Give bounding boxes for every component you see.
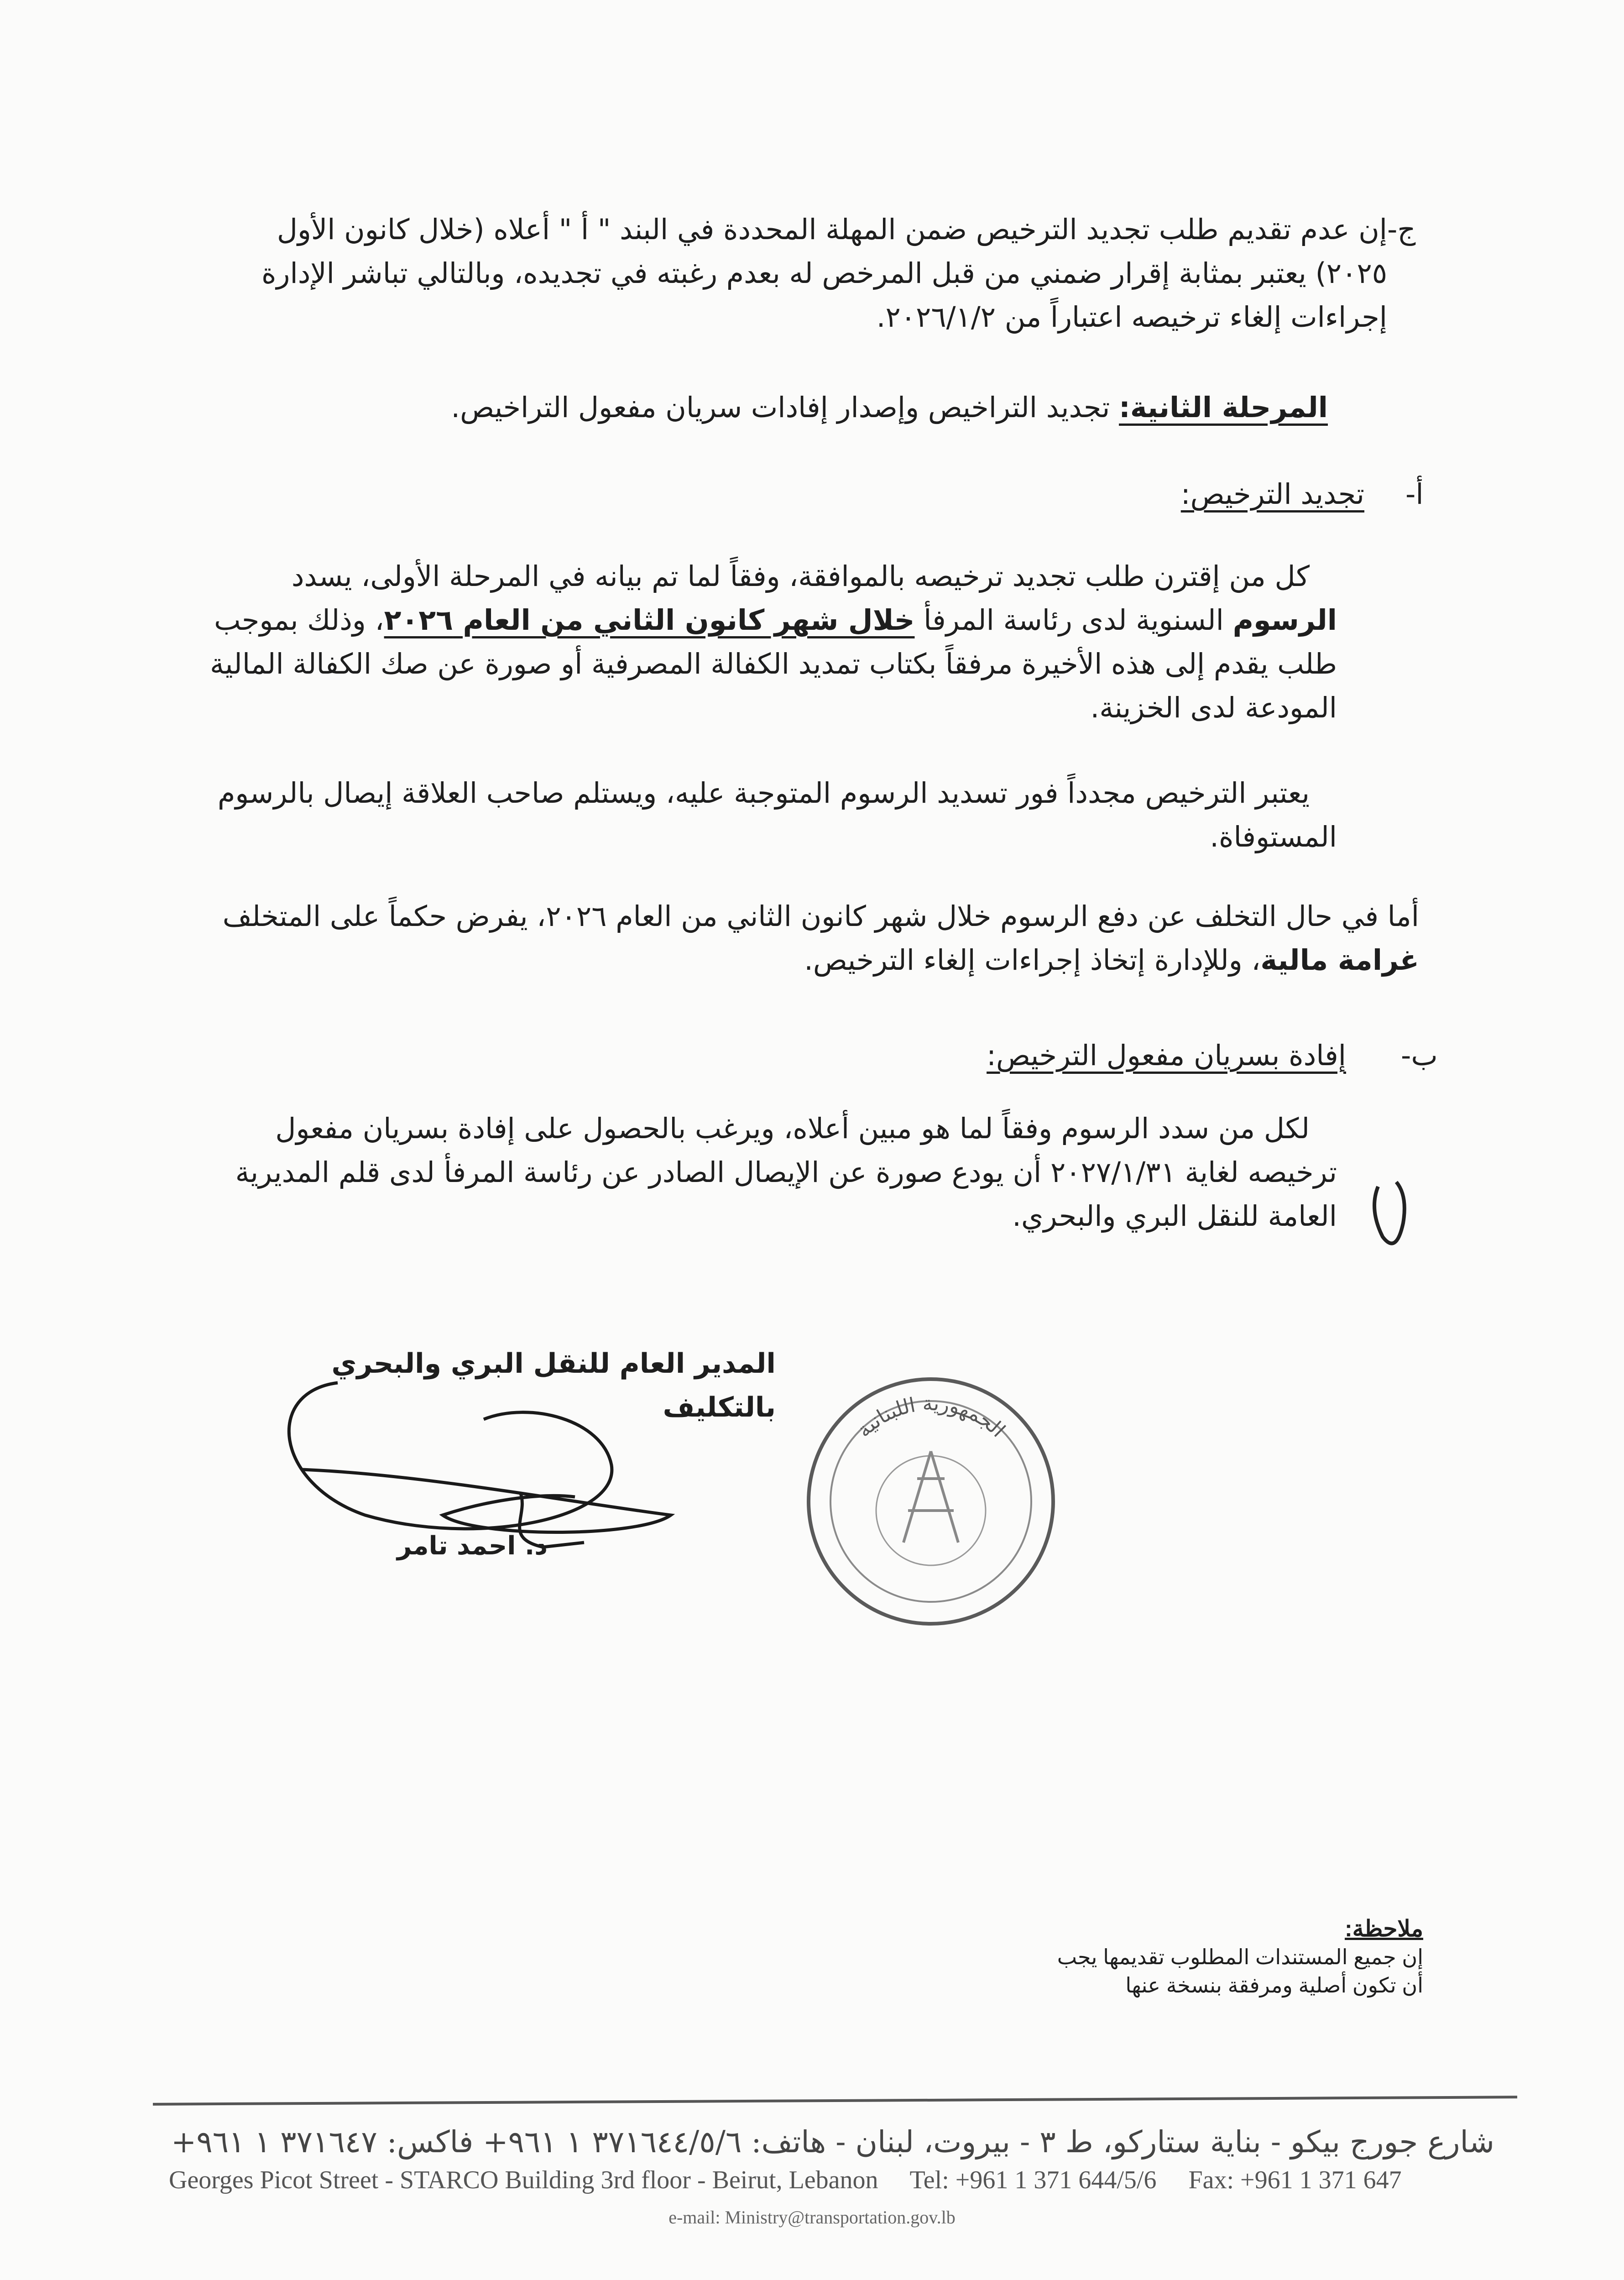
- footer-address: Georges Picot Street - STARCO Building 3rd floor - Beirut, Lebanon: [169, 2166, 878, 2194]
- phase-two-label: المرحلة الثانية:: [1119, 391, 1328, 424]
- p3-end: ، وللإدارة إتخاذ إجراءات إلغاء الترخيص.: [804, 943, 1261, 977]
- official-stamp: [803, 1374, 1059, 1629]
- p1-start: كل من إقترن طلب تجديد ترخيصه بالموافقة، وفقاً لما تم بيانه في المرحلة الأولى، يسدد: [291, 560, 1310, 593]
- footer-tel: Tel: +961 1 371 644/5/6: [909, 2166, 1157, 2194]
- p1-fees: الرسوم: [1232, 603, 1337, 637]
- section-a-paragraph-1: [201, 554, 1337, 730]
- signatory-name: د. احمد تامر: [397, 1531, 548, 1561]
- section-a-paragraph-2: يعتبر الترخيص مجدداً فور تسديد الرسوم المتوجبة عليه، ويستلم صاحب العلاقة إيصال بالرسوم المستوفاة.: [217, 776, 1337, 853]
- stamp-text: الجمهورية اللبنانية: [852, 1391, 1010, 1442]
- footer-english-address: [169, 2165, 1533, 2195]
- section-b-title-text: إفادة بسريان مفعول الترخيص:: [987, 1039, 1346, 1072]
- phase-two-heading: [411, 386, 1328, 429]
- p1-deadline: خلال شهر كانون الثاني من العام ٢٠٢٦: [384, 603, 915, 637]
- footer-email: e-mail: Ministry@transportation.gov.lb: [668, 2207, 956, 2228]
- svg-text:الجمهورية اللبنانية: [852, 1392, 1010, 1442]
- p1-mid: السنوية لدى رئاسة المرفأ: [914, 603, 1233, 637]
- section-a-title-text: تجديد الترخيص:: [1180, 477, 1364, 511]
- footer-divider: [153, 2096, 1517, 2106]
- note-line-2: أن تكون أصلية ومرفقة بنسخة عنها: [1125, 1973, 1423, 1997]
- footer-fax: Fax: +961 1 371 647: [1188, 2166, 1402, 2194]
- note-line-1: إن جميع المستندات المطلوب تقديمها يجب: [1057, 1945, 1423, 1969]
- p3-start: أما في حال التخلف عن دفع الرسوم خلال شهر كانون الثاني من العام ٢٠٢٦، يفرض حكماً على المتخلف: [222, 899, 1419, 933]
- p1-end: ، وذلك بموجب طلب يقدم إلى هذه الأخيرة مرفقاً بكتاب تمديد الكفالة المصرفية أو صورة عن صك الكفالة المالية المودعة لدى الخزينة.: [209, 603, 1337, 724]
- footer-arabic-address: شارع جورج بيكو - بناية ستاركو، ط ٣ - بيروت، لبنان - هاتف: ٣٧١٦٤٤/٥/٦ ١ ٩٦١+ فاكس: ٣٧١٦٤٧ ١ ٩٦١+: [171, 2124, 1494, 2160]
- section-b-title: [684, 1034, 1346, 1077]
- phase-two-text: تجديد التراخيص وإصدار إفادات سريان مفعول التراخيص.: [451, 391, 1119, 424]
- section-a-marker: أ-: [1405, 477, 1424, 511]
- section-c-marker: ج-: [1387, 213, 1416, 246]
- signature-title: المدير العام للنقل البري والبحري بالتكليف: [331, 1348, 776, 1423]
- note-title: ملاحظة:: [1345, 1916, 1423, 1941]
- section-b-paragraph: لكل من سدد الرسوم وفقاً لما هو مبين أعلاه، ويرغب بالحصول على إفادة بسريان مفعول ترخيصه لغاية ٢٠٢٧/١/٣١ أن يودع صورة عن الإيصال الصادر عن رئاسة المرفأ لدى قلم المديرية العامة للنقل البري والبحري.: [235, 1112, 1337, 1233]
- section-b-marker: ب-: [1401, 1039, 1438, 1072]
- section-a-paragraph-3: [201, 894, 1419, 982]
- section-a-title: [684, 472, 1364, 516]
- margin-initial-mark: [1364, 1168, 1419, 1260]
- p3-fine: غرامة مالية: [1260, 943, 1419, 977]
- section-c-paragraph: إن عدم تقديم طلب تجديد الترخيص ضمن المهلة المحددة في البند " أ " أعلاه (خلال كانون الأول ٢٠٢٥) يعتبر بمثابة إقرار ضمني من قبل المرخص له بعدم رغبته في تجديده، وبالتالي تباشر الإدارة إجراءات إلغاء ترخيصه اعتباراً من ٢٠٢٦/١/٢.: [261, 213, 1387, 334]
- note-block: [1057, 1914, 1423, 1999]
